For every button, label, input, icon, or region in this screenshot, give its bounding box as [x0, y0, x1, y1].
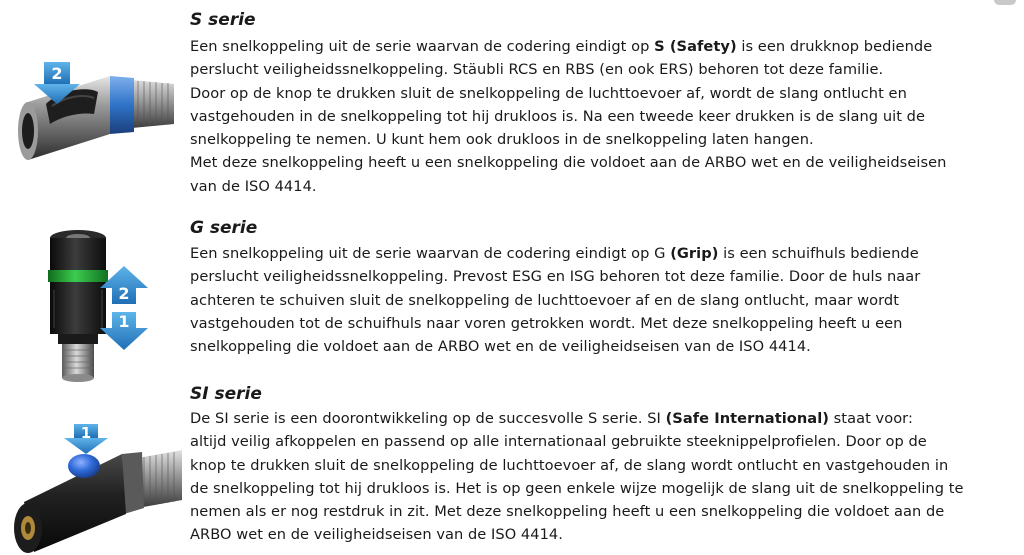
text-line: [190, 105, 1016, 128]
g-serie-badge-1: 1: [118, 312, 130, 331]
s-serie-title-code: S: [190, 10, 203, 30]
section-s-serie: [0, 0, 1024, 200]
text-segment: vastgehouden in de snelkoppeling tot hij drukloos is. Na een tweede keer drukken is de slang uit de: [190, 107, 926, 125]
text-line: [190, 335, 1016, 358]
text-line: [190, 151, 1016, 174]
section-g-serie: [0, 218, 1024, 378]
text-line: [190, 175, 1016, 198]
si-serie-description: [190, 407, 1016, 547]
g-serie-badge-2: 2: [118, 284, 130, 303]
text-line: [190, 477, 1016, 500]
g-serie-title-code: G: [190, 218, 204, 238]
g-serie-title: [190, 218, 1016, 239]
text-line: [190, 35, 1016, 58]
text-line: [190, 312, 1016, 335]
s-serie-coupling-image: [14, 62, 184, 164]
g-serie-title-rest: serie: [209, 218, 258, 238]
si-serie-title-code: SI: [190, 384, 209, 404]
text-segment: vastgehouden tot de schuifhuls naar voren getrokken wordt. Met deze snelkoppeling heeft u een: [190, 314, 903, 332]
text-line: [190, 430, 1016, 453]
text-line: [190, 407, 1016, 430]
s-serie-title: [190, 10, 1016, 31]
text-line: [190, 82, 1016, 105]
text-segment: Een snelkoppeling uit de serie waarvan de codering eindigt op: [190, 38, 655, 55]
text-segment: Een snelkoppeling uit de serie waarvan de codering eindigt op G: [190, 245, 671, 262]
text-segment: altijd veilig afkoppelen en passend op alle internationaal gebruikte steeknippelprofielen. Door op de: [190, 433, 927, 451]
text-segment: van de ISO 4414.: [190, 177, 317, 195]
text-line: [190, 454, 1016, 477]
text-segment: achteren te schuiven sluit de snelkoppeling de luchttoevoer af en de slang ontlucht, maar wordt: [190, 291, 899, 309]
text-line: [190, 242, 1016, 265]
text-line: [190, 265, 1016, 288]
text-segment: perslucht veiligheidssnelkoppeling. Prevost ESG en ISG behoren tot deze familie. Door de huls naar: [190, 268, 921, 286]
text-line: [190, 523, 1016, 546]
s-serie-title-rest: serie: [208, 10, 256, 30]
text-segment: knop te drukken sluit de snelkoppeling de luchttoevoer af, de slang wordt ontlucht en vastgehouden in: [190, 456, 949, 474]
bold-segment: (Grip): [670, 245, 719, 262]
push-arrow-icon: [64, 424, 108, 454]
text-segment: snelkoppeling die voldoet aan de ARBO wet en de veiligheidseisen van de ISO 4414.: [190, 338, 811, 356]
bold-segment: S (Safety): [654, 38, 737, 55]
text-segment: snelkoppeling te nemen. U kunt hem ook drukloos in de snelkoppeling laten hangen.: [190, 131, 814, 149]
si-serie-title: [190, 384, 1016, 405]
text-segment: staat voor:: [828, 410, 913, 427]
si-serie-coupling-image: [10, 424, 190, 555]
text-line: [190, 289, 1016, 312]
si-serie-badge: 1: [80, 424, 92, 442]
g-serie-description: [190, 242, 1016, 358]
text-segment: Door op de knop te drukken sluit de snelkoppeling de luchttoevoer af, wordt de slang ontlucht en: [190, 84, 907, 102]
text-segment: de snelkoppeling tot hij drukloos is. Het is op geen enkele wijze mogelijk de slang uit de snelkoppeling te: [190, 479, 964, 497]
g-serie-coupling-image: [32, 226, 162, 390]
text-segment: is een drukknop bediende: [736, 38, 933, 55]
text-segment: Met deze snelkoppeling heeft u een snelkoppeling die voldoet aan de ARBO wet en de veiligheidseisen: [190, 154, 947, 172]
si-serie-title-rest: serie: [214, 384, 262, 404]
text-segment: nemen als er nog restdruk in zit. Met deze snelkoppeling heeft u een snelkoppeling die voldoet aan de: [190, 503, 945, 521]
text-segment: perslucht veiligheidssnelkoppeling. Stäubli RCS en RBS (en ook ERS) behoren tot deze familie.: [190, 61, 884, 79]
bold-segment: (Safe International): [665, 410, 829, 427]
text-segment: De SI serie is een doorontwikkeling op de succesvolle S serie. SI: [190, 410, 666, 427]
text-line: [190, 128, 1016, 151]
text-line: [190, 58, 1016, 81]
text-segment: is een schuifhuls bediende: [718, 245, 919, 262]
s-serie-description: [190, 35, 1016, 198]
section-si-serie: [0, 384, 1024, 555]
s-serie-badge: 2: [51, 64, 63, 83]
text-line: [190, 500, 1016, 523]
text-segment: ARBO wet en de veiligheidseisen van de ISO 4414.: [190, 526, 563, 544]
